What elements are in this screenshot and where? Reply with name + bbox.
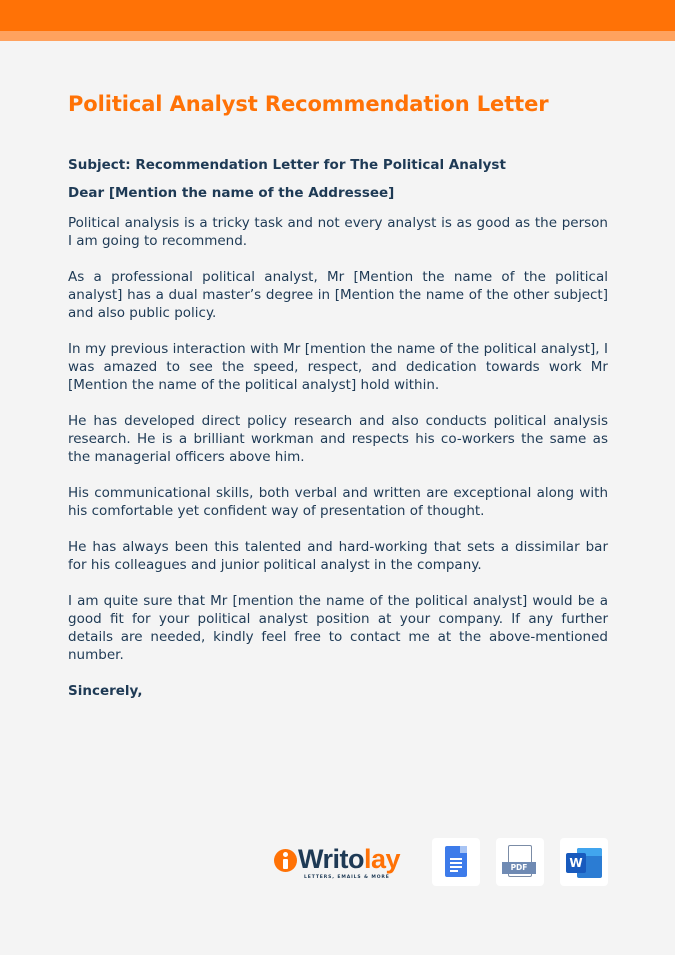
letter-paragraphs	[68, 214, 608, 664]
logo-person-icon	[274, 849, 297, 872]
logo-wordmark	[298, 844, 400, 875]
paragraph: He has always been this talented and hard-working that sets a dissimilar bar for his colleagues and junior political analyst in the company.	[68, 539, 608, 573]
paragraph: I am quite sure that Mr [mention the name of the political analyst] would be a good fit for your political analyst position at your company. If any further details are needed, kindly feel free to contact me at the above-mentioned number.	[68, 593, 608, 663]
footer	[274, 838, 614, 890]
page-title: Political Analyst Recommendation Letter	[68, 92, 549, 116]
logo-wordmark-part1: Writo	[298, 844, 364, 874]
letter-body	[68, 92, 608, 700]
pdf-label: PDF	[502, 862, 536, 874]
logo-tagline: LETTERS, EMAILS & MORE	[304, 875, 390, 880]
paragraph: His communicational skills, both verbal and written are exceptional along with his comfortable yet confident way of presentation of thought.	[68, 485, 608, 519]
word-icon[interactable]	[560, 838, 608, 886]
pdf-icon[interactable]	[496, 838, 544, 886]
top-banner	[0, 0, 675, 31]
subject-line: Subject: Recommendation Letter for The Political Analyst	[68, 157, 506, 173]
logo-wordmark-part2: lay	[364, 844, 401, 874]
word-label: W	[566, 853, 586, 873]
writolay-logo[interactable]	[274, 844, 414, 884]
paragraph: In my previous interaction with Mr [mention the name of the political analyst], I was amazed to see the speed, respect, and dedication towards work Mr [Mention the name of the political analyst] hold within.	[68, 341, 608, 393]
paragraph: Political analysis is a tricky task and not every analyst is as good as the person I am going to recommend.	[68, 215, 608, 249]
paragraph: As a professional political analyst, Mr [Mention the name of the political analyst] has a dual master’s degree in [Mention the name of the other subject] and also public policy.	[68, 269, 608, 321]
google-docs-icon[interactable]	[432, 838, 480, 886]
salutation: Dear [Mention the name of the Addressee]	[68, 185, 395, 201]
closing: Sincerely,	[68, 683, 143, 699]
top-banner-accent	[0, 31, 675, 41]
paragraph: He has developed direct policy research and also conducts political analysis research. He is a brilliant workman and respects his co-workers the same as the managerial officers above him.	[68, 413, 608, 465]
